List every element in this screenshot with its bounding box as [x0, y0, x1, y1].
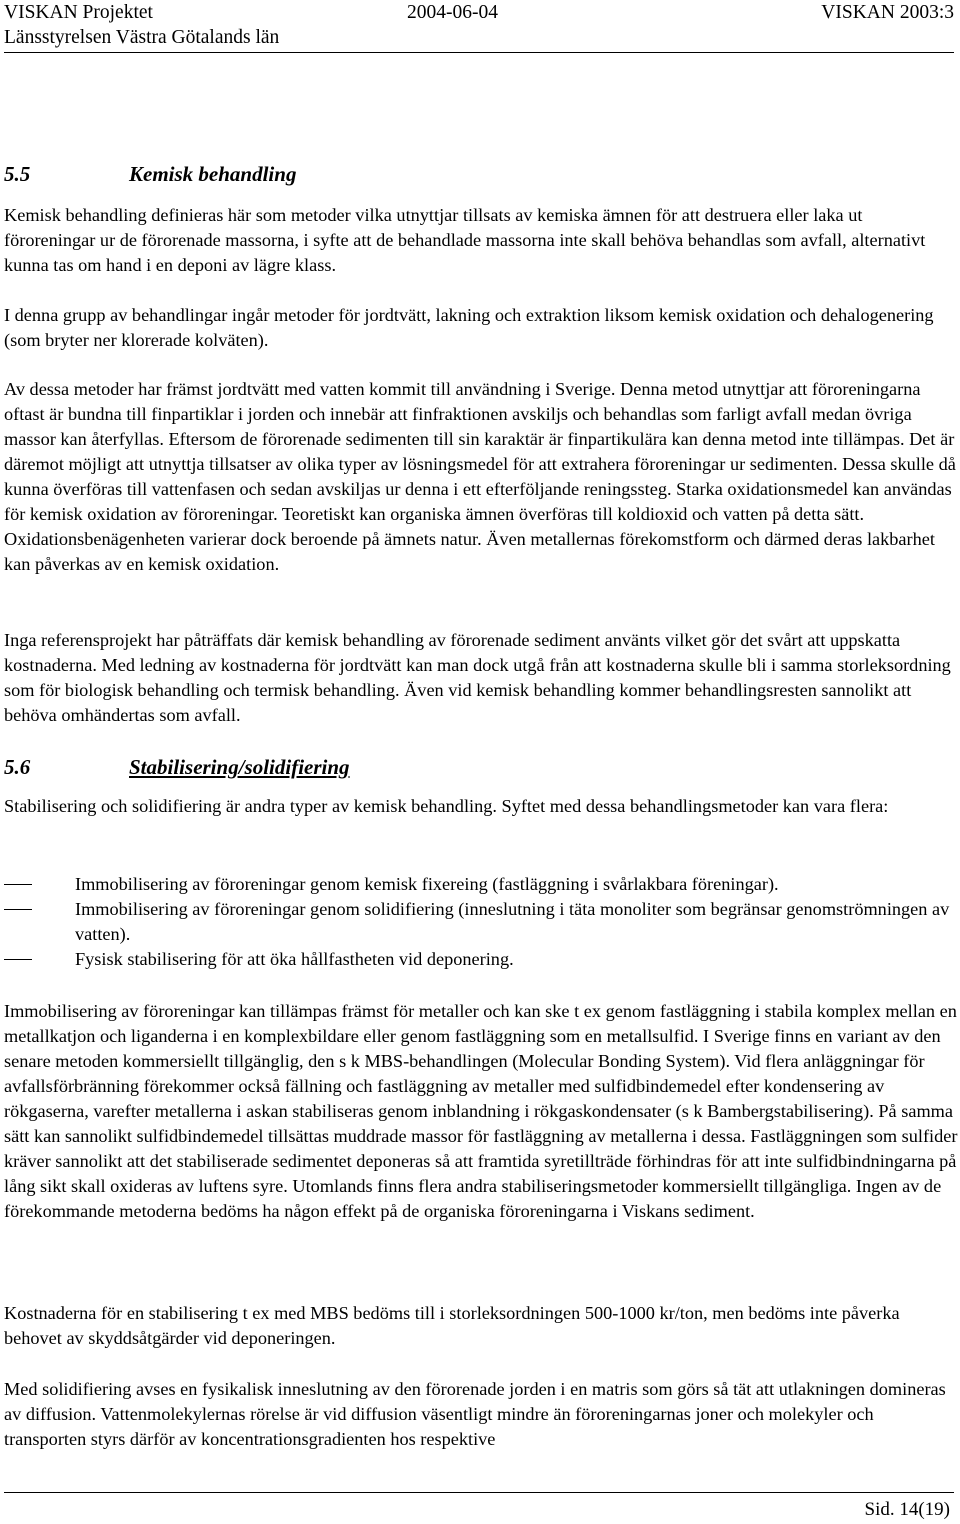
list-item: Immobilisering av föroreningar genom kemisk fixereing (fastläggning i svårlakbara föreningar).: [4, 872, 958, 897]
paragraph: Med solidifiering avses en fysikalisk inneslutning av den förorenade jorden i en matris som görs så tät att utlakningen domineras av diffusion. Vattenmolekylernas rörelse är vid diffusion väsentligt mindre än föroreningarnas joner och molekyler och transporten styrs därför av koncentrationsgradienten hos respektive: [4, 1379, 946, 1449]
header-rule: [4, 52, 954, 53]
header-doc-id: VISKAN 2003:3: [821, 2, 954, 23]
section-5-5-body: [4, 203, 958, 278]
section-5-5-body-4: [4, 628, 958, 728]
section-5-6-intro: [4, 794, 958, 819]
dash-bullet: [4, 959, 32, 960]
paragraph: Kemisk behandling definieras här som metoder vilka utnyttjar tillsats av kemiska ämnen för att destruera eller laka ut föroreningar ur de förorenade massorna, i syfte att de behandlade massorna inte skall behöva behandlas som avfall, alternativt kunna tas om hand i en deponi av lägre klass.: [4, 205, 926, 275]
section-heading-5-6: [4, 755, 350, 780]
paragraph: Av dessa metoder har främst jordtvätt med vatten kommit till användning i Sverige. Denna metod utnyttjar att föroreningarna oftast är bundna till finpartiklar i jorden och innebär att finfraktionen avskiljs och behandlas som farligt avfall medan övriga massor kan återfyllas. Eftersom de förorenade sedimenten till sin karaktär är finpartikulära kan denna metod inte tillämpas. Det är däremot möjligt att utnyttja tillsatser av olika typer av lösningsmedel för att extrahera föroreningar ur sedimenten. Dessa skulle då kunna överföras till vattenfasen och sedan avskiljas ur denna i ett efterföljande reningssteg. Starka oxidationsmedel kan användas för kemisk oxidation av föroreningar. Teoretiskt kan organiska ämnen överföras till koldioxid och vatten på detta sätt. Oxidationsbenägenheten varierar dock beroende på ämnets natur. Även metallernas förekomstform och därmed deras lakbarhet kan påverkas av en kemisk oxidation.: [4, 379, 956, 574]
page-header: [4, 0, 954, 50]
list-item: Fysisk stabilisering för att öka hållfastheten vid deponering.: [4, 947, 958, 972]
dash-bullet: [4, 884, 32, 885]
header-org: Länsstyrelsen Västra Götalands län: [4, 27, 280, 48]
section-5-6-body-3: [4, 1301, 958, 1351]
footer-rule: [4, 1492, 954, 1493]
paragraph: Kostnaderna för en stabilisering t ex med MBS bedöms till i storleksordningen 500-1000 kr/ton, men bedöms inte påverka behovet av skyddsåtgärder vid deponeringen.: [4, 1303, 900, 1348]
purpose-list: [4, 872, 958, 972]
paragraph: Immobilisering av föroreningar kan tillämpas främst för metaller och kan ske t ex genom fastläggning i stabila komplex mellan en metallkatjon och liganderna i en komplexbildare eller genom fastläggning som en metallsulfid. I Sverige finns en variant av den senare metoden kommersiellt tillgänglig, den s k MBS-behandlingen (Molecular Bonding System). Vid flera anläggningar för avfallsförbränning förekommer också fällning och fastläggning av metaller med sulfidbindemedel efter kondensering av rökgaserna, varefter metallerna i askan stabiliseras genom inblandning i rökgaskondensater (s k Bambergstabilisering). På samma sätt kan sannolikt sulfidbindemedel tillsättas muddrade massor för fastläggning av metallerna i dessa. Fastläggningen som sulfider kräver sannolikt att det stabiliserade sedimentet deponeras så att framtida syretillträde förhindras för att inte sulfidbindningarna på lång sikt skall oxideras av luftens syre. Utomlands finns flera andra stabiliseringsmetoder kommersiellt tillgängliga. Ingen av de förekommande metoderna bedöms ha någon effekt på de organiska föroreningarna i Viskans sediment.: [4, 1001, 958, 1221]
paragraph: Stabilisering och solidifiering är andra typer av kemisk behandling. Syftet med dessa behandlingsmetoder kan vara flera:: [4, 796, 889, 816]
section-5-5-body-2: [4, 303, 958, 353]
section-heading-5-5: [4, 162, 296, 187]
section-number: 5.5: [4, 162, 31, 186]
section-5-6-body-4: [4, 1377, 958, 1452]
section-number: 5.6: [4, 755, 31, 779]
dash-bullet: [4, 909, 32, 910]
section-title: Kemisk behandling: [129, 162, 297, 186]
paragraph: I denna grupp av behandlingar ingår metoder för jordtvätt, lakning och extraktion liksom kemisk oxidation och dehalogenering (som bryter ner klorerade kolväten).: [4, 305, 934, 350]
list-item: Immobilisering av föroreningar genom solidifiering (inneslutning i täta monoliter som begränsar genomströmningen av vatten).: [4, 897, 958, 947]
page-number: Sid. 14(19): [864, 1499, 950, 1520]
paragraph: Inga referensprojekt har påträffats där kemisk behandling av förorenade sediment använts vilket gör det svårt att uppskatta kostnaderna. Med ledning av kostnaderna för jordtvätt kan man dock utgå från att kostnaderna skulle bli i samma storleksordning som för biologisk behandling och termisk behandling. Även vid kemisk behandling kommer behandlingsresten sannolikt att behöva omhändertas som avfall.: [4, 630, 951, 725]
section-5-5-body-3: [4, 377, 958, 577]
section-5-6-body-2: [4, 999, 958, 1224]
header-date: 2004-06-04: [407, 2, 498, 23]
header-project: VISKAN Projektet: [4, 2, 153, 23]
section-title: Stabilisering/solidifiering: [129, 755, 350, 779]
